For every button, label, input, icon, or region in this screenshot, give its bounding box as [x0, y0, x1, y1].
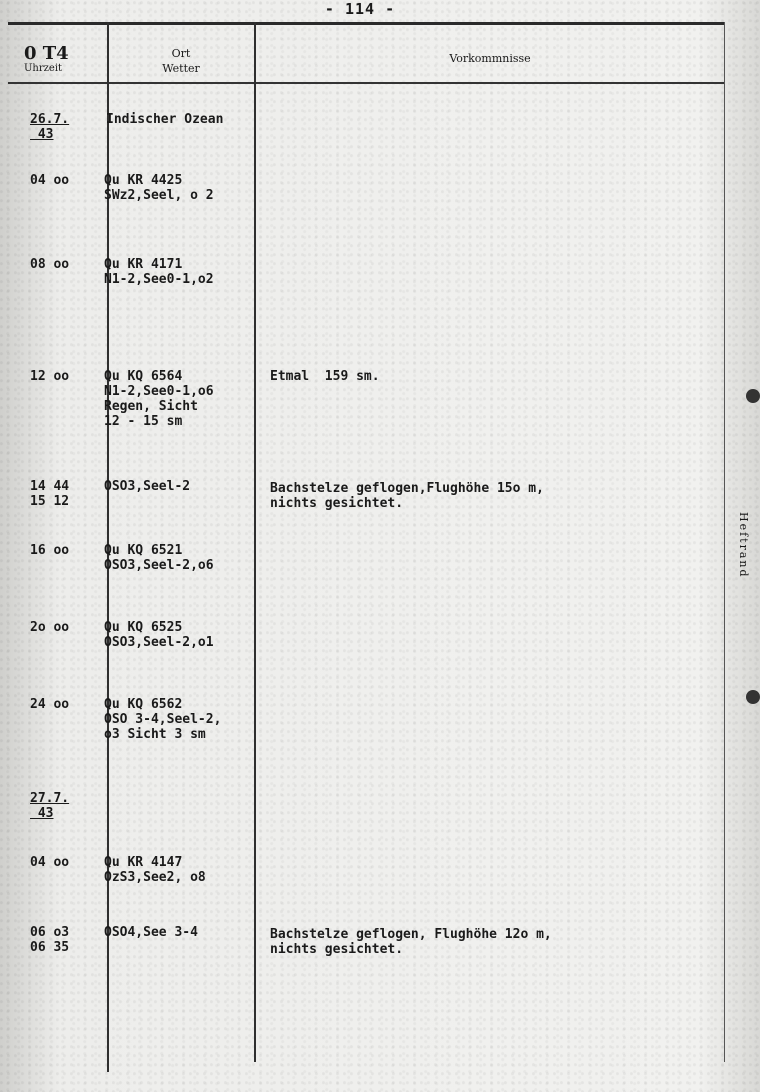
column-divider-place — [254, 22, 256, 1062]
entry-time: 06 o3 06 35 — [30, 925, 70, 955]
entry-time: 04 oo — [30, 855, 70, 870]
entry-place: Qu KQ 6525 OSO3,Seel-2,o1 — [104, 620, 214, 650]
entry-time: 12 oo — [30, 369, 70, 384]
header-vorkommnisse-label: Vorkommnisse — [449, 52, 531, 65]
entry-place: OSO3,Seel-2 — [104, 479, 191, 494]
punch-hole-icon — [746, 690, 760, 704]
entry-place: Indischer Ozean — [106, 112, 224, 127]
header-ort-label: Ort — [171, 47, 191, 60]
header-stamp: 0 T4 — [24, 43, 69, 64]
page-number: - 114 - — [324, 0, 396, 18]
entry-place: Qu KR 4425 SWz2,Seel, o 2 — [104, 173, 214, 203]
entry-time: 27.7. 43 — [30, 791, 70, 821]
header-wetter-label: Wetter — [162, 62, 200, 75]
header-place-weather — [110, 46, 252, 76]
entry-place: Qu KR 4147 OzS3,See2, o8 — [104, 855, 206, 885]
header-time — [24, 43, 94, 74]
top-rule — [8, 22, 724, 25]
margin-note: Heftrand — [737, 512, 750, 579]
entry-time: 24 oo — [30, 697, 70, 712]
entry-place: Qu KQ 6562 OSO 3-4,Seel-2, o3 Sicht 3 sm — [104, 697, 222, 742]
entry-time: 26.7. 43 — [30, 112, 70, 142]
entry-event: Etmal 159 sm. — [270, 369, 380, 384]
entry-time: 14 44 15 12 — [30, 479, 70, 509]
entry-time: 16 oo — [30, 543, 70, 558]
header-rule — [8, 82, 724, 84]
entry-place: Qu KQ 6521 OSO3,Seel-2,o6 — [104, 543, 214, 573]
entry-time: 08 oo — [30, 257, 70, 272]
entry-time: 04 oo — [30, 173, 70, 188]
entry-place: OSO4,See 3-4 — [104, 925, 198, 940]
entry-event: Bachstelze geflogen,Flughöhe 15o m, nichts gesichtet. — [270, 481, 544, 511]
header-time-label: Uhrzeit — [24, 63, 63, 74]
entry-time: 2o oo — [30, 620, 70, 635]
entry-place: Qu KR 4171 N1-2,See0-1,o2 — [104, 257, 214, 287]
entry-event: Bachstelze geflogen, Flughöhe 12o m, nichts gesichtet. — [270, 927, 552, 957]
entry-place: Qu KQ 6564 N1-2,See0-1,o6 Regen, Sicht 12 - 15 sm — [104, 369, 214, 429]
punch-hole-icon — [746, 389, 760, 403]
column-divider-right — [724, 22, 725, 1062]
